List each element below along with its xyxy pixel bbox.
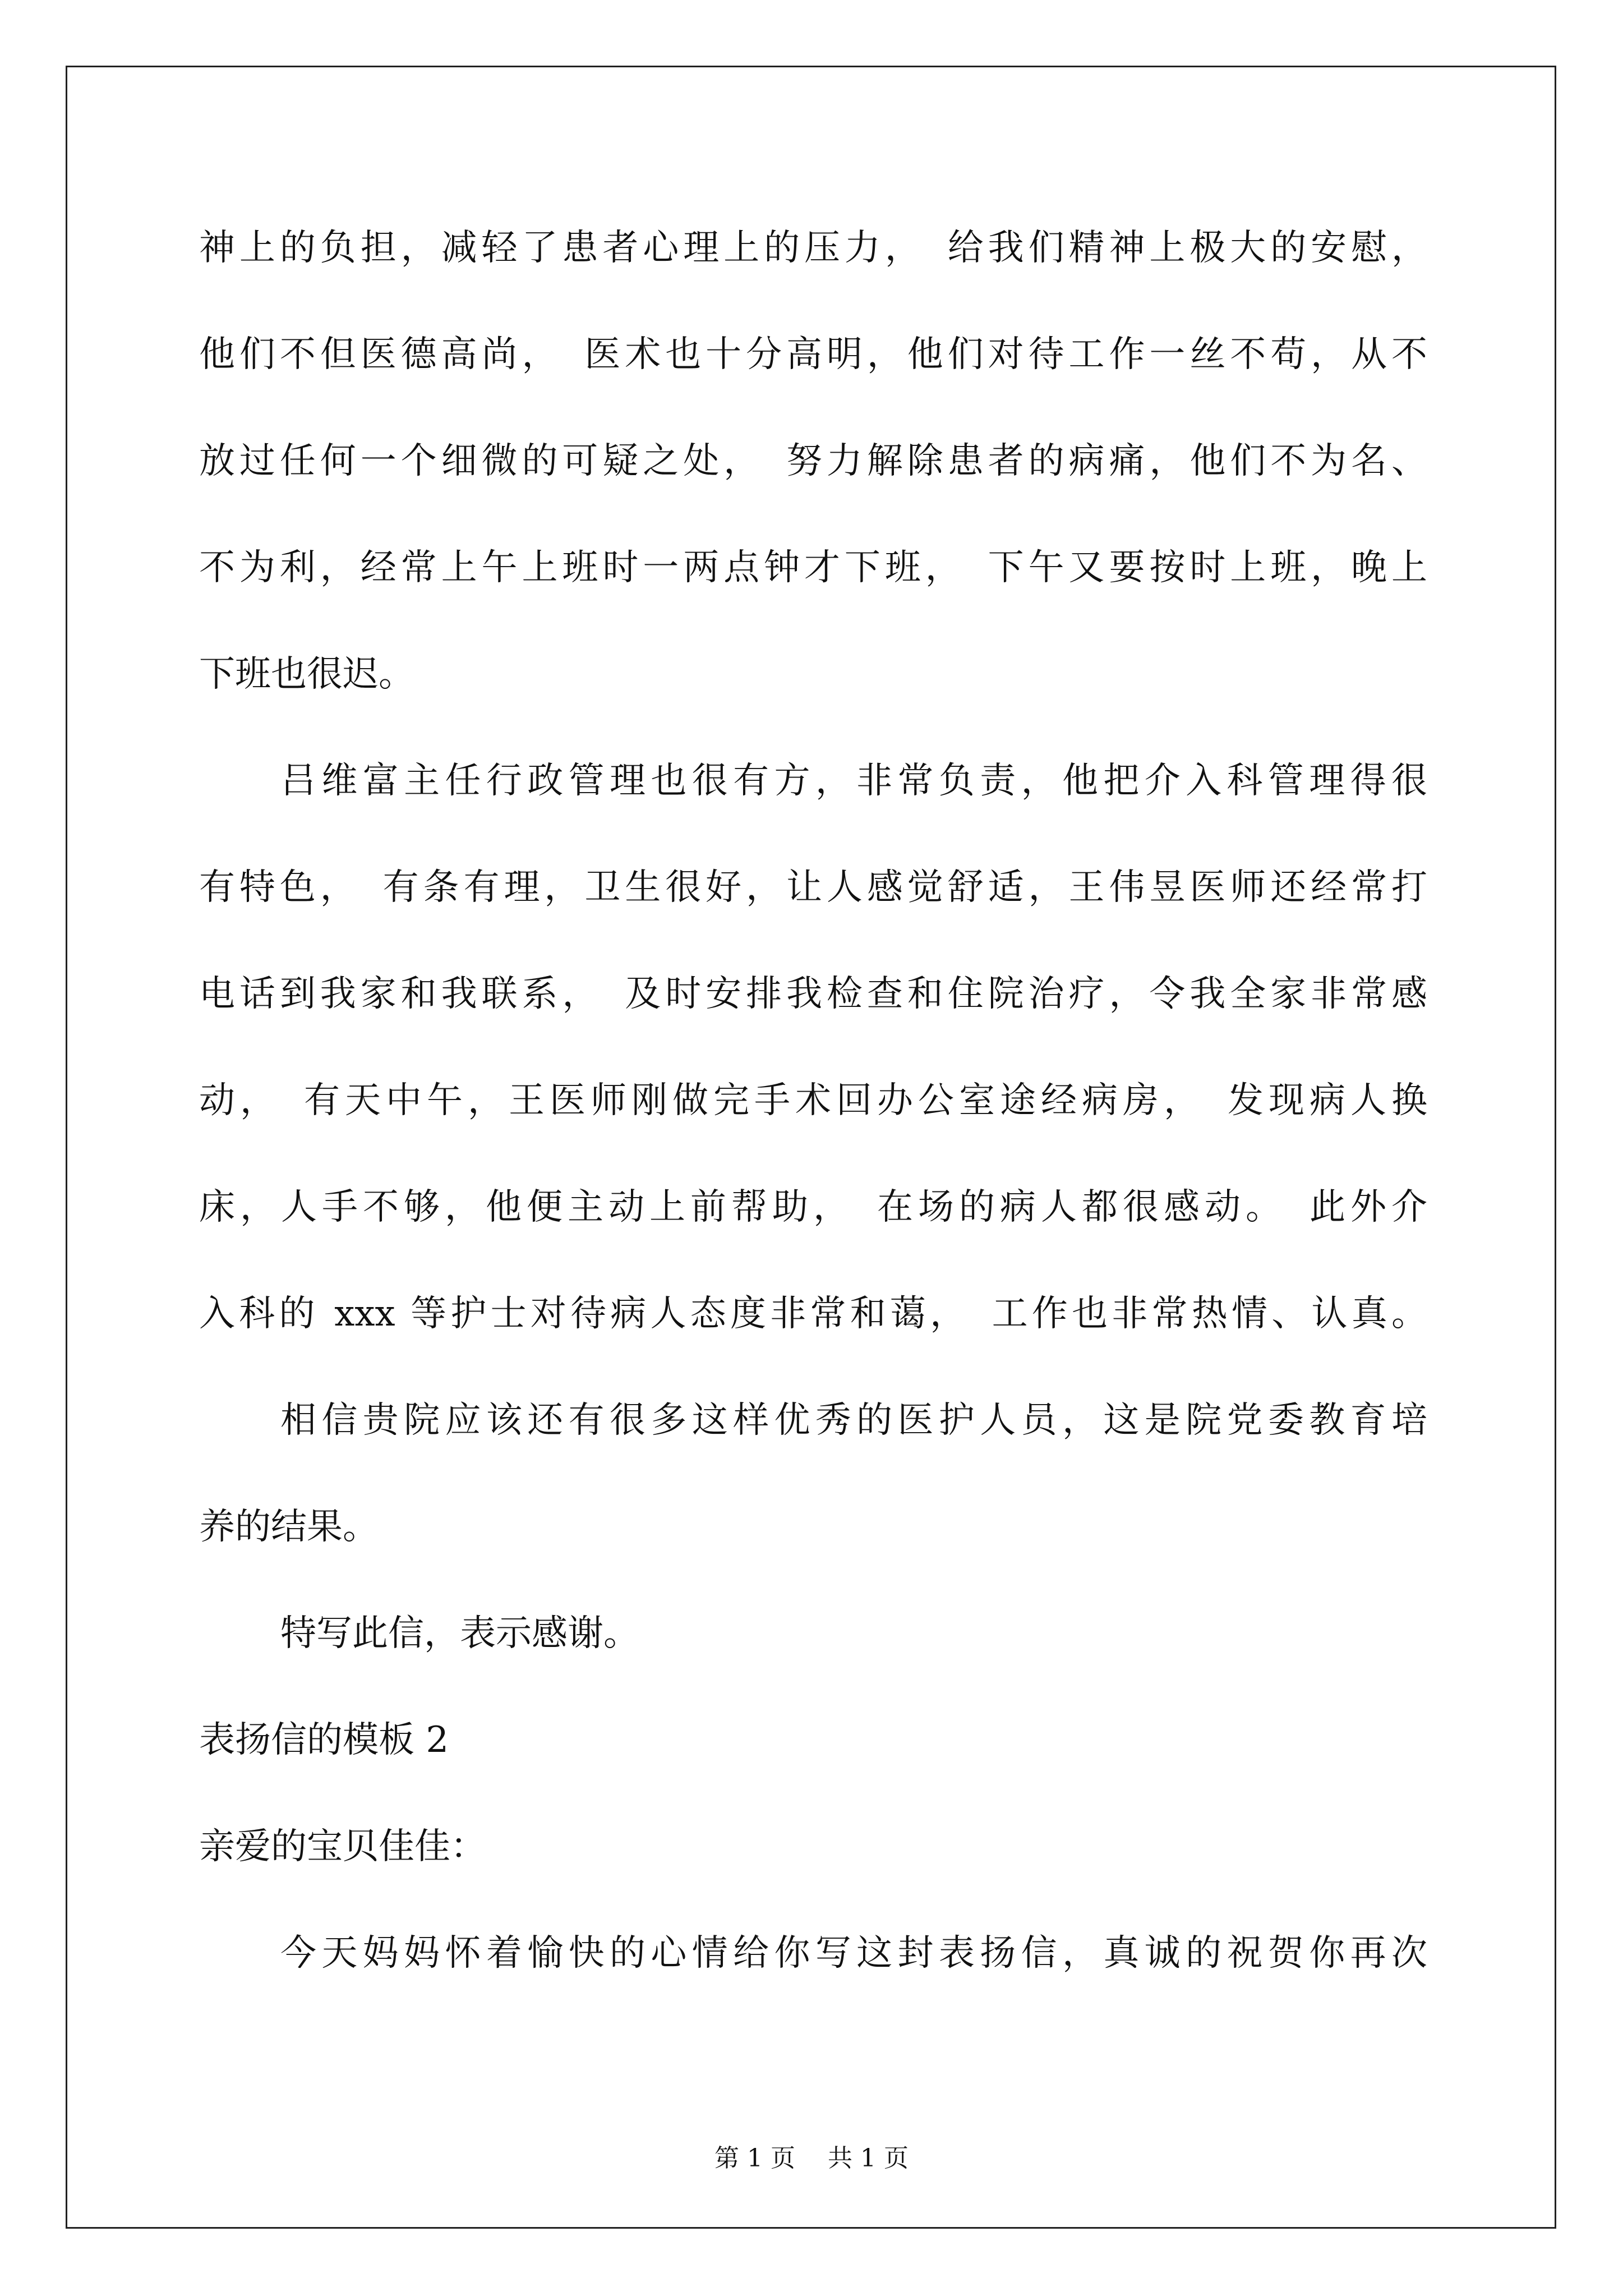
text-line: 养的结果。 [199,1506,379,1548]
salutation: 亲爱的宝贝佳佳： [199,1826,486,1867]
text-line: 入科的 xxx 等护士对待病人态度非常和蔼， 工作也非常热情、认真。 [199,1293,1427,1335]
page-border [66,66,1556,2229]
text-line: 床，人手不够，他便主动上前帮助， 在场的病人都很感动。 此外介 [199,1186,1427,1228]
text-line: 有特色， 有条有理，卫生很好，让人感觉舒适，王伟昱医师还经常打 [199,867,1427,908]
text-line: 动， 有天中午，王医师刚做完手术回办公室途经病房， 发现病人换 [199,1080,1427,1121]
paragraph-first-line: 吕维富主任行政管理也很有方，非常负责，他把介入科管理得很 [280,760,1427,802]
text-line: 下班也很迟。 [199,654,414,695]
text-line: 神上的负担，减轻了患者心理上的压力， 给我们精神上极大的安慰， [199,227,1427,269]
page-number: 第 1 页 共 1 页 [714,2144,909,2173]
paragraph-first-line: 今天妈妈怀着愉快的心情给你写这封表扬信，真诚的祝贺你再次 [280,1932,1427,1974]
section-heading: 表扬信的模板 2 [199,1719,449,1761]
text-line: 不为利，经常上午上班时一两点钟才下班， 下午又要按时上班，晚上 [199,547,1427,588]
paragraph-first-line: 相信贵院应该还有很多这样优秀的医护人员，这是院党委教育培 [280,1400,1427,1441]
text-line: 放过任何一个细微的可疑之处， 努力解除患者的病痛，他们不为名、 [199,440,1427,482]
text-line: 他们不但医德高尚， 医术也十分高明，他们对待工作一丝不苟，从不 [199,334,1427,375]
closing-line: 特写此信，表示感谢。 [280,1613,639,1654]
text-line: 电话到我家和我联系， 及时安排我检查和住院治疗，令我全家非常感 [199,973,1427,1015]
